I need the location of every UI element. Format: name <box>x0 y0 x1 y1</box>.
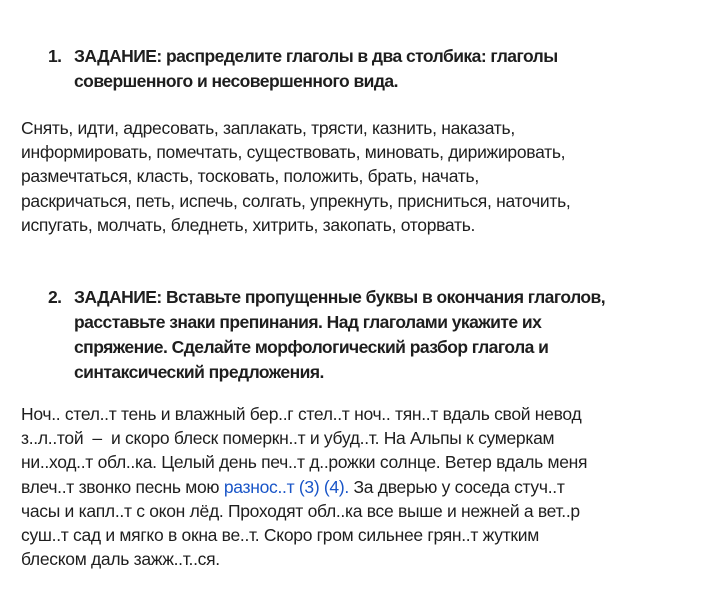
task-1-number: 1. <box>48 46 62 66</box>
verbs-paragraph: Снять, идти, адресовать, заплакать, трясти, казнить, наказать, информировать, помечтать, существовать, миновать, дирижировать, размечтаться, класть, тосковать, положить, брать, начать, раскричаться, петь, испечь, солгать, упрекнуть, присниться, наточить, испугать, молчать, бледнеть, хитрить, закопать, оторвать. <box>21 118 571 235</box>
exercise-line: Ноч.. стел..т тень и влажный бер..г стел..т ноч.. тян..т вдаль свой невод <box>21 404 582 424</box>
exercise-line: з..л..той – и скоро блеск померкн..т и убуд..т. На Альпы к сумеркам <box>21 428 555 449</box>
exercise-line: блеском даль зажж..т..ся. <box>21 549 220 570</box>
exercise-paragraph <box>21 402 701 571</box>
highlighted-word: разнос..т (3) (4). <box>223 476 349 497</box>
exercise-text: За дверью у соседа стуч..т <box>348 476 565 497</box>
exercise-line: часы и капл..т с окон лёд. Проходят обл..ка все выше и нежней а вет..р <box>21 500 580 521</box>
task-2-number: 2. <box>48 287 62 307</box>
task-2-text: ЗАДАНИЕ: Вставьте пропущенные буквы в окончания глаголов, расставьте знаки препинания. Над глаголами укажите их спряжение. Сделайте морфологический разбор глагола и синтаксический предложения. <box>74 287 606 382</box>
task-1-heading <box>48 44 698 94</box>
exercise-text: влеч..т звонко песнь мою <box>21 476 224 497</box>
task-2-heading <box>48 285 698 385</box>
task-1-text: ЗАДАНИЕ: распределите глаголы в два столбика: глаголы совершенного и несовершенного вида. <box>74 46 558 91</box>
exercise-line: ни..ход..т обл..ка. Целый день печ..т д..рожки солнце. Ветер вдаль меня <box>21 452 588 473</box>
exercise-line: суш..т сад и мягко в окна ве..т. Скоро гром сильнее грян..т жутким <box>21 525 539 546</box>
exercise-line-with-highlight <box>21 475 701 499</box>
